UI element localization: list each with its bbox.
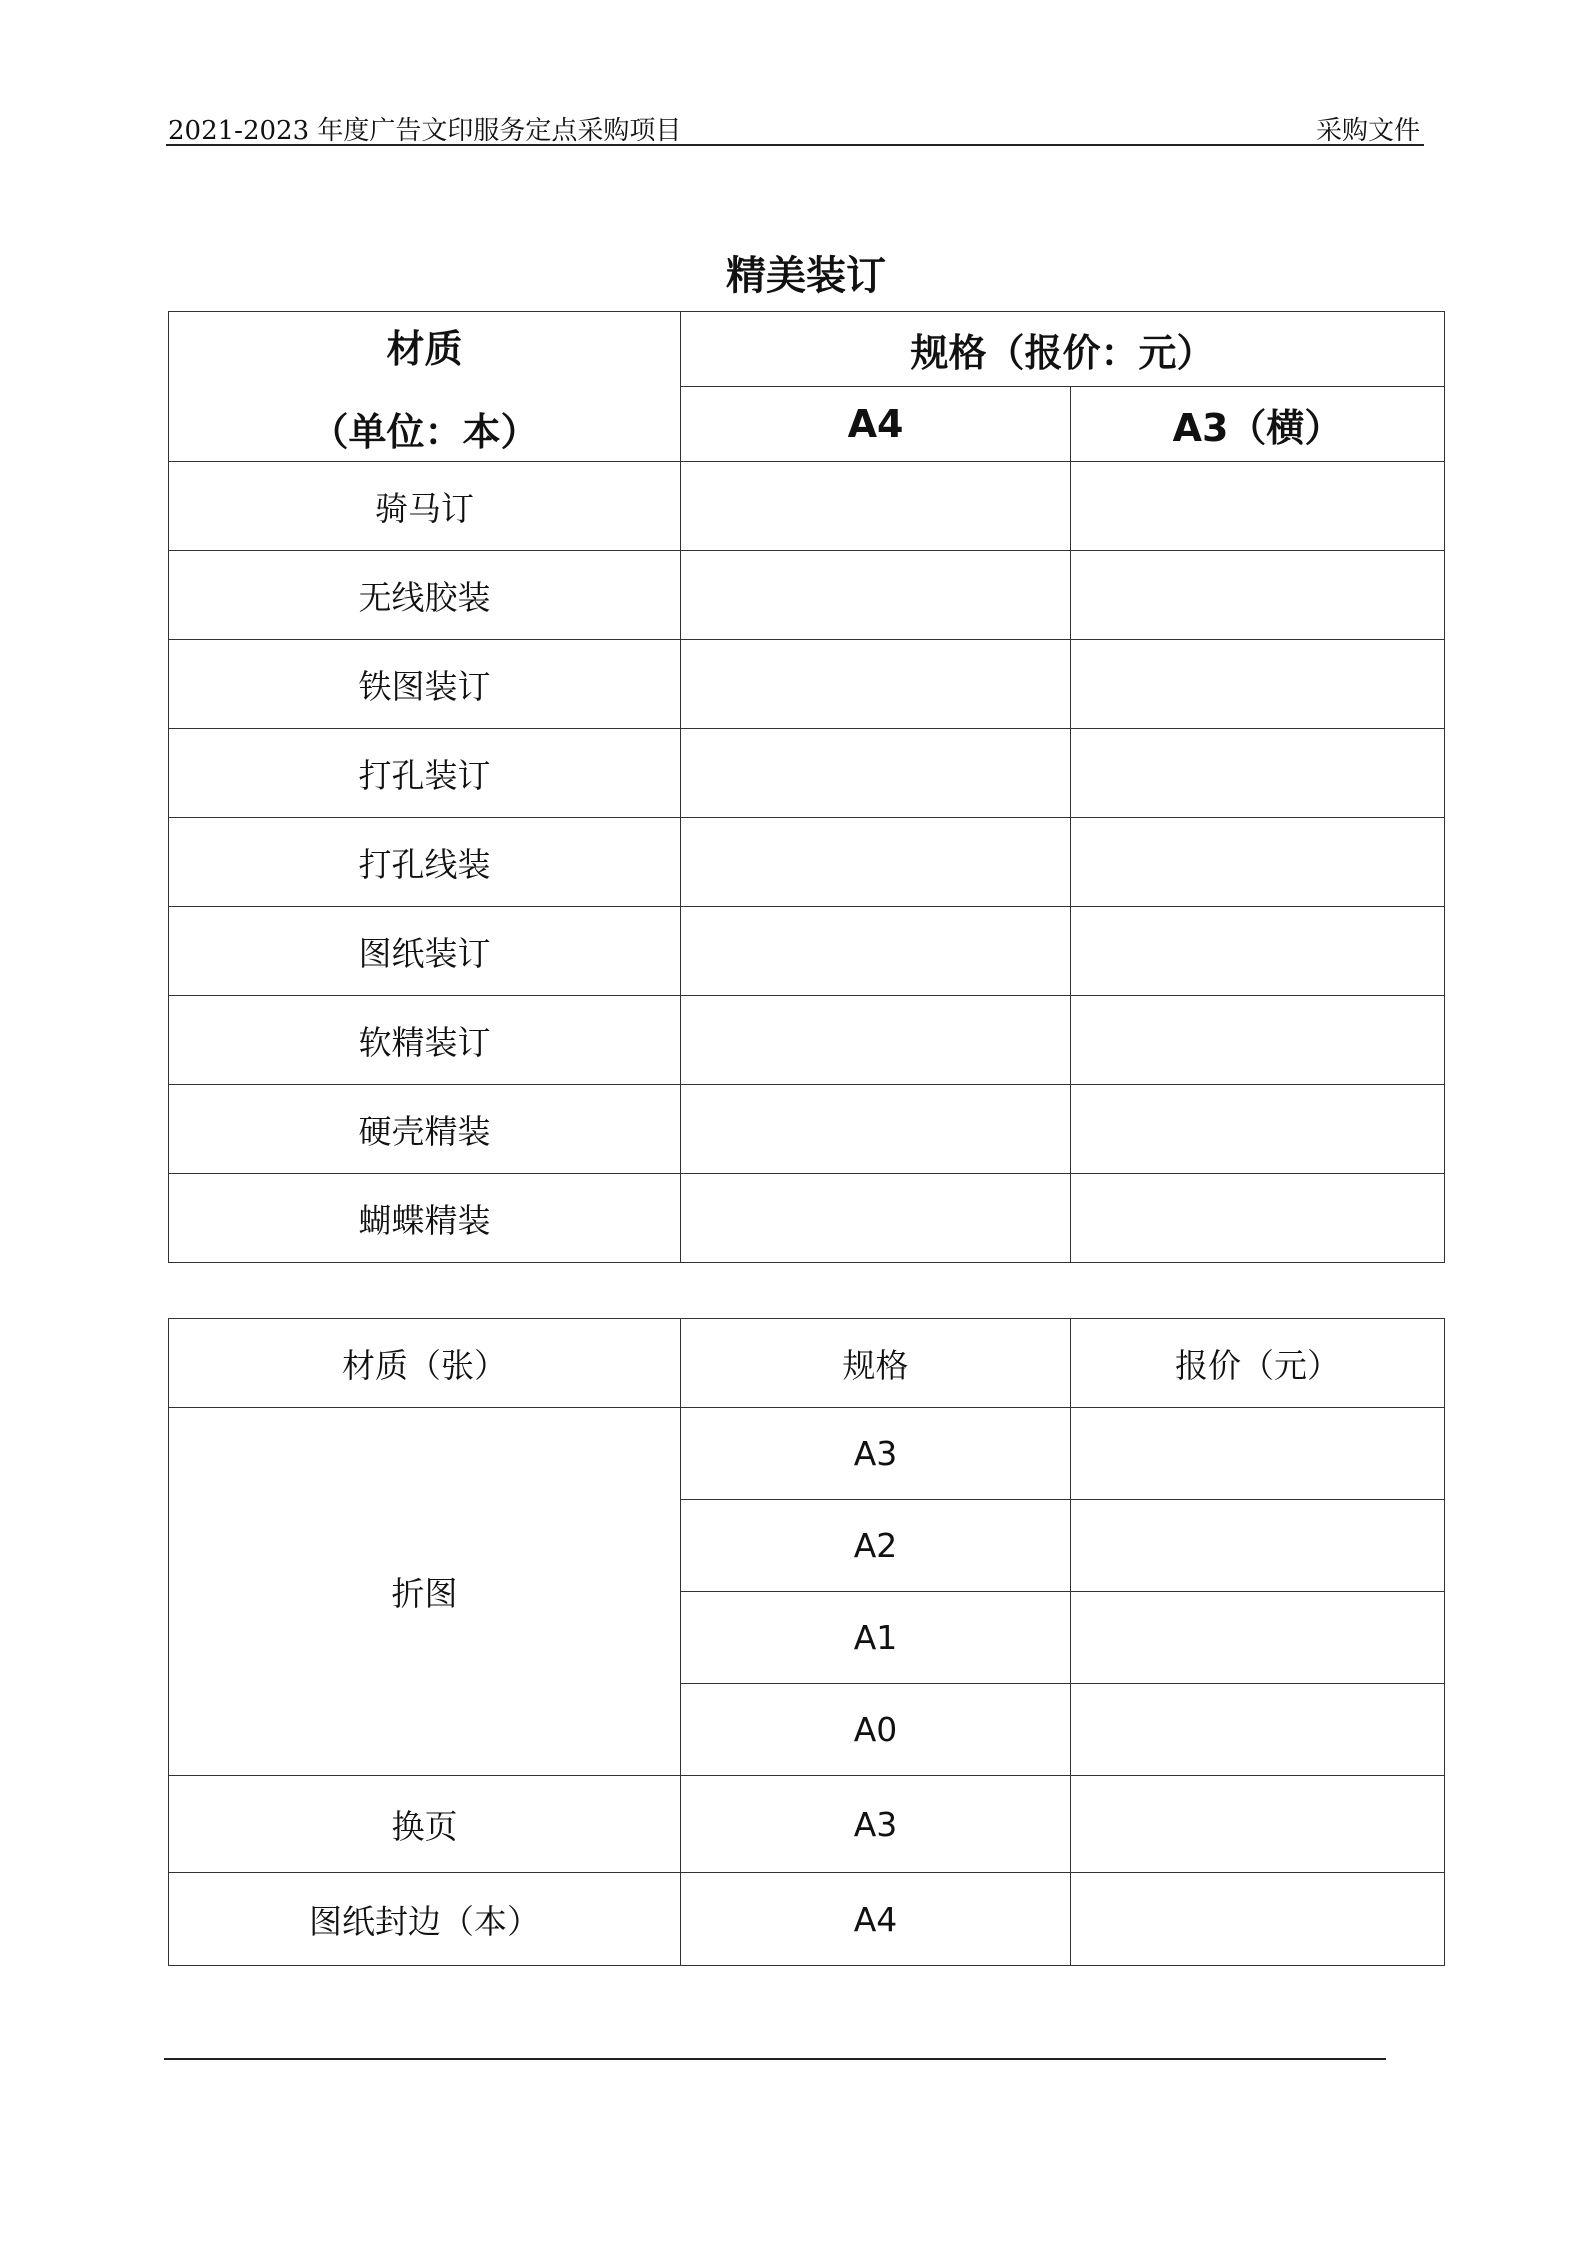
spec-cell: A0 — [681, 1684, 1071, 1776]
table-row — [169, 1776, 1445, 1873]
table-row — [169, 1174, 1445, 1263]
material-sheet-header: 材质（张） — [169, 1319, 681, 1408]
table-row — [169, 996, 1445, 1085]
spec-cell: A4 — [681, 1873, 1071, 1966]
folding-material-cell: 折图 — [169, 1408, 681, 1776]
table-row — [169, 551, 1445, 640]
a4-price-cell[interactable] — [681, 996, 1071, 1085]
a3-price-cell[interactable] — [1071, 1174, 1445, 1263]
table-row — [169, 1873, 1445, 1966]
price-cell[interactable] — [1071, 1408, 1445, 1500]
a4-price-cell[interactable] — [681, 462, 1071, 551]
material-cell: 打孔线装 — [169, 818, 681, 907]
a4-price-cell[interactable] — [681, 640, 1071, 729]
price-cell[interactable] — [1071, 1684, 1445, 1776]
a3-price-cell[interactable] — [1071, 907, 1445, 996]
unit-header-label: （单位：本） — [310, 409, 539, 454]
a3-price-cell[interactable] — [1071, 640, 1445, 729]
material-cell: 硬壳精装 — [169, 1085, 681, 1174]
binding-price-table — [168, 311, 1445, 1263]
material-cell: 打孔装订 — [169, 729, 681, 818]
price-cell[interactable] — [1071, 1592, 1445, 1684]
table-row — [169, 1408, 1445, 1500]
a4-price-cell[interactable] — [681, 818, 1071, 907]
table-row — [169, 1085, 1445, 1174]
a3-price-cell[interactable] — [1071, 462, 1445, 551]
spec-header: 规格 — [681, 1319, 1071, 1408]
spec-cell: A2 — [681, 1500, 1071, 1592]
table-header-row — [169, 1319, 1445, 1408]
a4-price-cell[interactable] — [681, 729, 1071, 818]
table-row — [169, 462, 1445, 551]
header-project-title: 2021-2023 年度广告文印服务定点采购项目 — [168, 116, 682, 146]
a4-price-cell[interactable] — [681, 551, 1071, 640]
material-cell: 软精装订 — [169, 996, 681, 1085]
folding-price-table — [168, 1318, 1445, 1966]
spec-cell: A3 — [681, 1776, 1071, 1873]
a4-price-cell[interactable] — [681, 907, 1071, 996]
spec-price-group-header: 规格（报价：元） — [681, 312, 1445, 387]
price-cell[interactable] — [1071, 1500, 1445, 1592]
a4-price-cell[interactable] — [681, 1174, 1071, 1263]
drawing-edge-material-cell: 图纸封边（本） — [169, 1873, 681, 1966]
section-title-binding: 精美装订 — [726, 253, 886, 299]
a3-price-cell[interactable] — [1071, 551, 1445, 640]
price-header: 报价（元） — [1071, 1319, 1445, 1408]
table-row — [169, 729, 1445, 818]
a4-price-cell[interactable] — [681, 1085, 1071, 1174]
table-row — [169, 640, 1445, 729]
a3-price-cell[interactable] — [1071, 1085, 1445, 1174]
a3-price-cell[interactable] — [1071, 818, 1445, 907]
page-replace-material-cell: 换页 — [169, 1776, 681, 1873]
footer-divider — [164, 2058, 1386, 2060]
material-cell: 蝴蝶精装 — [169, 1174, 681, 1263]
material-cell: 铁图装订 — [169, 640, 681, 729]
page-header — [166, 104, 1424, 146]
material-cell: 骑马订 — [169, 462, 681, 551]
table-header-row — [169, 312, 1445, 387]
material-header-label: 材质 — [386, 326, 463, 371]
price-cell[interactable] — [1071, 1776, 1445, 1873]
spec-cell: A1 — [681, 1592, 1071, 1684]
col-header-a4: A4 — [681, 387, 1071, 462]
table-row — [169, 907, 1445, 996]
a3-price-cell[interactable] — [1071, 729, 1445, 818]
material-cell: 无线胶装 — [169, 551, 681, 640]
material-unit-header — [169, 312, 681, 462]
header-document-type: 采购文件 — [1315, 116, 1420, 146]
material-cell: 图纸装订 — [169, 907, 681, 996]
spec-cell: A3 — [681, 1408, 1071, 1500]
price-cell[interactable] — [1071, 1873, 1445, 1966]
col-header-a3-landscape: A3（横） — [1071, 387, 1445, 462]
table-row — [169, 818, 1445, 907]
a3-price-cell[interactable] — [1071, 996, 1445, 1085]
